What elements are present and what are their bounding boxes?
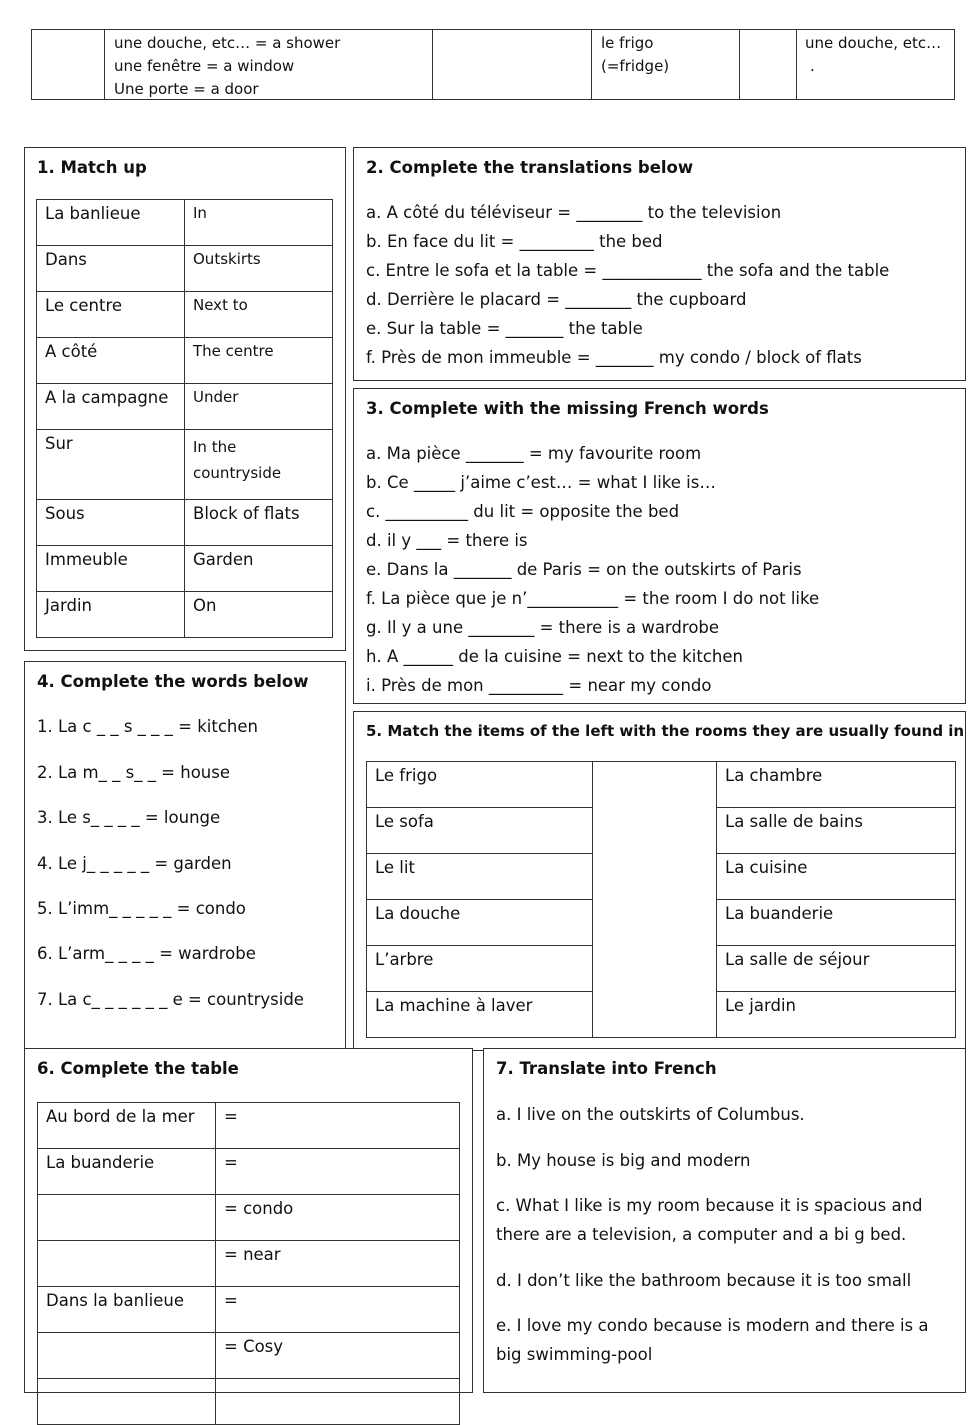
section-6-complete-table bbox=[24, 1048, 473, 1393]
word-line: 4. Le j_ _ _ _ _ = garden bbox=[37, 854, 232, 873]
top-cell-text: (=fridge) bbox=[601, 57, 670, 75]
table-cell-left bbox=[38, 1195, 216, 1241]
table-cell-left bbox=[38, 1333, 216, 1379]
missing-word-line: d. il y ___ = there is bbox=[366, 531, 528, 550]
table-cell-left bbox=[38, 1379, 216, 1425]
item-left: Le lit bbox=[367, 854, 593, 900]
table-cell-right: = condo bbox=[216, 1195, 460, 1241]
table-cell-right bbox=[216, 1379, 460, 1425]
table-cell-left bbox=[38, 1241, 216, 1287]
translation-line: b. En face du lit = _________ the bed bbox=[366, 232, 663, 251]
missing-word-line: b. Ce _____ j’aime c’est… = what I like is… bbox=[366, 473, 716, 492]
match-left: A côté bbox=[37, 338, 185, 384]
match-right: Next to bbox=[185, 292, 333, 338]
match-left: Le centre bbox=[37, 292, 185, 338]
section-5-title: 5. Match the items of the left with the rooms they are usually found in bbox=[366, 722, 965, 740]
item-left: Le frigo bbox=[367, 762, 593, 808]
missing-word-line: f. La pièce que je n’___________ = the room I do not like bbox=[366, 589, 820, 608]
match-right: Garden bbox=[185, 546, 333, 592]
translate-line: e. I love my condo because is modern and there is a bbox=[496, 1316, 929, 1335]
blank-column bbox=[593, 762, 717, 1038]
table-cell-left: Au bord de la mer bbox=[38, 1103, 216, 1149]
translate-line: b. My house is big and modern bbox=[496, 1151, 751, 1170]
match-up-table bbox=[36, 199, 333, 638]
top-table bbox=[31, 29, 955, 100]
missing-word-line: c. __________ du lit = opposite the bed bbox=[366, 502, 680, 521]
room-right: La buanderie bbox=[717, 900, 956, 946]
top-cell-text: une douche, etc… bbox=[805, 34, 942, 52]
room-right: La salle de séjour bbox=[717, 946, 956, 992]
missing-word-line: e. Dans la _______ de Paris = on the outskirts of Paris bbox=[366, 560, 802, 579]
word-line: 6. L’arm_ _ _ _ = wardrobe bbox=[37, 944, 256, 963]
section-4-title: 4. Complete the words below bbox=[37, 672, 309, 691]
match-left: Jardin bbox=[37, 592, 185, 638]
top-cell-text: une douche, etc… = a shower bbox=[114, 34, 341, 52]
section-5-rooms-match bbox=[353, 711, 966, 1051]
table-cell-left: Dans la banlieue bbox=[38, 1287, 216, 1333]
room-right: La chambre bbox=[717, 762, 956, 808]
table-cell-right: = near bbox=[216, 1241, 460, 1287]
section-1-match-up bbox=[24, 147, 346, 651]
match-right: On bbox=[185, 592, 333, 638]
top-cell-text: Une porte = a door bbox=[114, 80, 259, 98]
top-cell-text: le frigo bbox=[601, 34, 654, 52]
section-4-complete-words bbox=[24, 661, 346, 1051]
missing-word-line: g. Il y a une ________ = there is a wardrobe bbox=[366, 618, 720, 637]
room-right: La salle de bains bbox=[717, 808, 956, 854]
word-line: 5. L’imm_ _ _ _ _ = condo bbox=[37, 899, 246, 918]
section-3-missing-words bbox=[353, 388, 966, 704]
word-line: 1. La c _ _ s _ _ _ = kitchen bbox=[37, 717, 258, 736]
match-right: In bbox=[185, 200, 333, 246]
section-2-title: 2. Complete the translations below bbox=[366, 158, 694, 177]
translation-line: f. Près de mon immeuble = _______ my condo / block of flats bbox=[366, 348, 862, 367]
item-left: L’arbre bbox=[367, 946, 593, 992]
translate-line: a. I live on the outskirts of Columbus. bbox=[496, 1105, 805, 1124]
translate-line: there are a television, a computer and a bi g bed. bbox=[496, 1225, 907, 1244]
missing-word-line: h. A ______ de la cuisine = next to the kitchen bbox=[366, 647, 743, 666]
translation-line: a. A côté du téléviseur = ________ to the television bbox=[366, 203, 782, 222]
match-right: Under bbox=[185, 384, 333, 430]
translation-line: c. Entre le sofa et la table = ____________ the sofa and the table bbox=[366, 261, 890, 280]
item-left: La machine à laver bbox=[367, 992, 593, 1038]
word-line: 2. La m_ _ s_ _ = house bbox=[37, 763, 231, 782]
translate-line: c. What I like is my room because it is spacious and bbox=[496, 1196, 923, 1215]
match-left: La banlieue bbox=[37, 200, 185, 246]
match-left: Sous bbox=[37, 500, 185, 546]
table-cell-right: = bbox=[216, 1103, 460, 1149]
top-cell-text: une fenêtre = a window bbox=[114, 57, 295, 75]
match-right: The centre bbox=[185, 338, 333, 384]
room-right: La cuisine bbox=[717, 854, 956, 900]
complete-table bbox=[37, 1102, 460, 1425]
section-7-translate bbox=[483, 1048, 966, 1393]
translate-line: d. I don’t like the bathroom because it is too small bbox=[496, 1271, 912, 1290]
match-left: A la campagne bbox=[37, 384, 185, 430]
missing-word-line: a. Ma pièce _______ = my favourite room bbox=[366, 444, 702, 463]
table-cell-left: La buanderie bbox=[38, 1149, 216, 1195]
match-right: In the countryside bbox=[185, 430, 333, 500]
match-right: Outskirts bbox=[185, 246, 333, 292]
table-cell-right: = bbox=[216, 1287, 460, 1333]
item-left: Le sofa bbox=[367, 808, 593, 854]
match-left: Dans bbox=[37, 246, 185, 292]
translation-line: e. Sur la table = _______ the table bbox=[366, 319, 643, 338]
match-right: Block of flats bbox=[185, 500, 333, 546]
rooms-table bbox=[366, 761, 956, 1038]
section-3-title: 3. Complete with the missing French words bbox=[366, 399, 769, 418]
section-2-translations bbox=[353, 147, 966, 381]
match-left: Immeuble bbox=[37, 546, 185, 592]
section-6-title: 6. Complete the table bbox=[37, 1059, 239, 1078]
top-cell-text: . bbox=[810, 57, 815, 75]
section-1-title: 1. Match up bbox=[37, 158, 147, 177]
translate-line: big swimming-pool bbox=[496, 1345, 653, 1364]
word-line: 7. La c_ _ _ _ _ _ e = countryside bbox=[37, 990, 304, 1009]
room-right: Le jardin bbox=[717, 992, 956, 1038]
table-cell-right: = Cosy bbox=[216, 1333, 460, 1379]
item-left: La douche bbox=[367, 900, 593, 946]
section-7-title: 7. Translate into French bbox=[496, 1059, 717, 1078]
table-cell-right: = bbox=[216, 1149, 460, 1195]
match-left: Sur bbox=[37, 430, 185, 500]
word-line: 3. Le s_ _ _ _ = lounge bbox=[37, 808, 221, 827]
translation-line: d. Derrière le placard = ________ the cupboard bbox=[366, 290, 747, 309]
missing-word-line: i. Près de mon _________ = near my condo bbox=[366, 676, 712, 695]
